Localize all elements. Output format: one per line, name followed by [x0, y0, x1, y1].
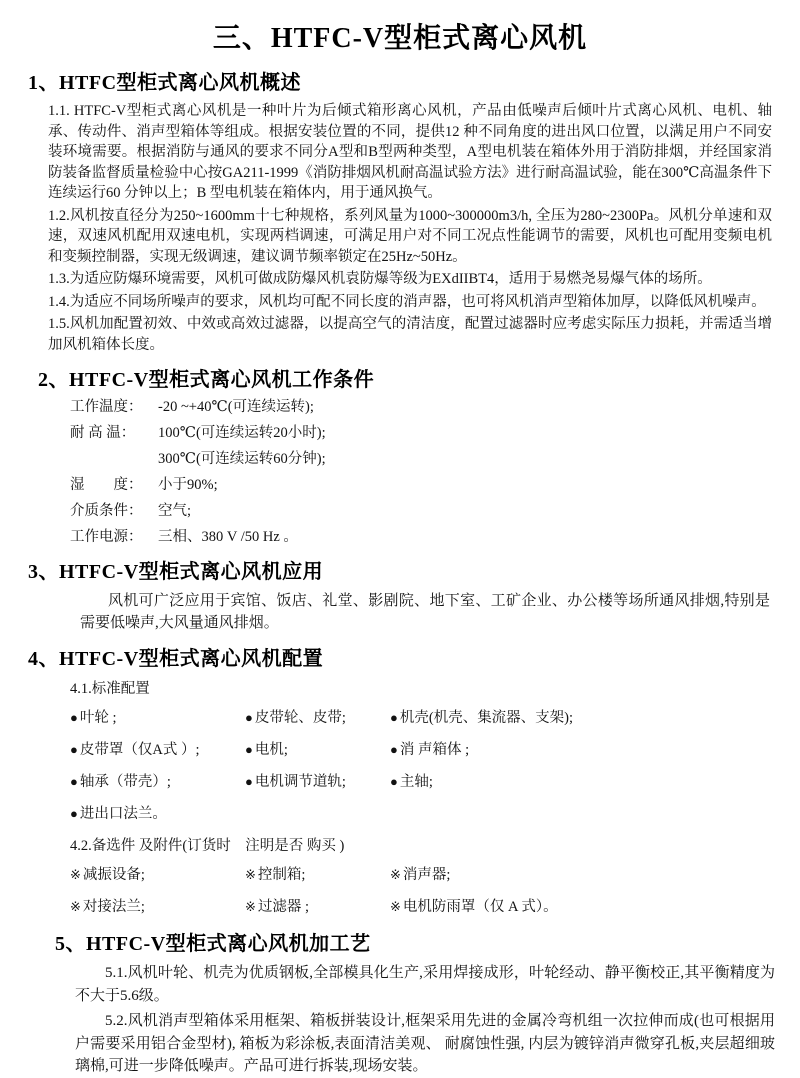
- paragraph-application: 风机可广泛应用于宾馆、饭店、礼堂、影剧院、地下室、工矿企业、办公楼等场所通风排烟,特别是需要低噪声,大风量通风排烟。: [80, 593, 770, 631]
- bullet-icon: ●: [390, 742, 398, 757]
- bullet-icon: ●: [245, 742, 253, 757]
- config-item-label: 皮带轮、皮带;: [254, 710, 346, 726]
- config-item: [70, 706, 245, 727]
- config-item-label: 电机;: [254, 742, 288, 758]
- condition-row-power: [70, 528, 800, 547]
- asterisk-icon: ※: [70, 867, 81, 882]
- optional-item-label: 减振设备;: [82, 867, 145, 883]
- paragraph-1-1: 1.1. HTFC-V型柜式离心风机是一种叶片为后倾式箱形离心风机，产品由低噪声后倾叶片式离心风机、电机、轴承、传动件、消声型箱体等组成。根据安装位置的不同，提供12 种不同角度的进出风口位置，以满足用户不同安装环境需要。根据消防与通风的要求不同分A型和B型两种类型，A型电机装在箱体外用于消防排烟，并经国家消防装备监督质量检验中心按GA211-1999《消防排烟风机耐高温试验方法》进行耐高温试验，能在300℃高温条件下连续运行60 分钟以上；B 型电机装在箱体内，用于通风换气。: [48, 103, 772, 201]
- standard-config-row: [70, 802, 800, 823]
- config-item: [70, 770, 245, 791]
- config-item-label: 进出口法兰。: [79, 806, 167, 822]
- bullet-icon: ●: [70, 806, 78, 821]
- asterisk-icon: ※: [245, 867, 256, 882]
- condition-value: 空气;: [158, 503, 192, 519]
- optional-item: [390, 895, 800, 916]
- bullet-icon: ●: [390, 710, 398, 725]
- optional-item-label: 对接法兰;: [82, 899, 145, 915]
- config-item: [70, 738, 245, 759]
- working-conditions-list: [0, 398, 800, 547]
- condition-row-temperature: [70, 398, 800, 417]
- paragraph-1-3: 1.3.为适应防爆环境需要，风机可做成防爆风机袁防爆等级为EXdIIBT4，适用于易燃尧易爆气体的场所。: [48, 271, 712, 287]
- bullet-icon: ●: [70, 742, 78, 757]
- paragraph-1-4: 1.4.为适应不同场所噪声的要求，风机均可配不同长度的消声器，也可将风机消声型箱体加厚，以降低风机噪声。: [48, 293, 766, 310]
- condition-label: 介质条件：: [70, 503, 143, 519]
- config-item-label: 皮带罩（仅A式 ）;: [79, 742, 200, 758]
- condition-value: 小于90%;: [158, 477, 218, 493]
- condition-row-medium: [70, 502, 800, 521]
- section-4-heading: 4、HTFC-V型柜式离心风机配置: [28, 648, 324, 670]
- optional-item-label: 消声器;: [402, 867, 451, 883]
- standard-config-row: [70, 770, 800, 791]
- bullet-icon: ●: [245, 710, 253, 725]
- condition-value: -20 ~+40℃(可连续运转);: [158, 399, 314, 415]
- bullet-icon: ●: [390, 774, 398, 789]
- asterisk-icon: ※: [245, 899, 256, 914]
- section-3-heading: 3、HTFC-V型柜式离心风机应用: [28, 561, 324, 583]
- optional-item-label: 控制箱;: [257, 867, 306, 883]
- condition-label: 耐 高 温：: [70, 425, 136, 441]
- condition-row-humidity: [70, 476, 800, 495]
- config-item: [70, 802, 245, 823]
- config-item-label: 消 声箱体 ;: [399, 742, 470, 758]
- paragraph-1-5: 1.5.风机加配置初效、中效或高效过滤器，以提高空气的清洁度，配置过滤器时应考虑实际压力损耗，并需适当增加风机箱体长度。: [48, 316, 772, 353]
- optional-item: [245, 895, 390, 916]
- document-title: 三、HTFC-V型柜式离心风机: [212, 23, 588, 54]
- standard-config-grid: [70, 706, 800, 823]
- asterisk-icon: ※: [390, 899, 401, 914]
- condition-row-heat-resist-2: [70, 450, 800, 469]
- config-item: [245, 706, 390, 727]
- condition-value: 三相、380 V /50 Hz 。: [158, 529, 298, 545]
- condition-label: 湿 度：: [70, 477, 143, 493]
- config-item: [245, 738, 390, 759]
- config-item: [390, 770, 800, 791]
- subheading-4-1: 4.1.标准配置: [70, 681, 150, 697]
- config-item: [390, 738, 800, 759]
- config-item-label: 机壳(机壳、集流器、支架);: [399, 710, 574, 726]
- asterisk-icon: ※: [70, 899, 81, 914]
- optional-config-row: [70, 863, 800, 884]
- condition-label: 工作温度：: [70, 399, 143, 415]
- config-item: [390, 706, 800, 727]
- paragraph-5-2: 5.2.风机消声型箱体采用框架、箱板拼装设计,框架采用先进的金属冷弯机组一次拉伸而成(也可根据用户需要采用铝合金型材), 箱板为彩涂板,表面清洁美观、 耐腐蚀性强, 内层为镀锌消声微穿孔板,夹层超细玻璃棉,可进一步降低噪声。产品可进行拆装,现场安装。: [75, 1013, 775, 1074]
- condition-value: 100℃(可连续运转20小时);: [158, 425, 326, 441]
- condition-label: 工作电源：: [70, 529, 143, 545]
- bullet-icon: ●: [70, 710, 78, 725]
- optional-item: [70, 895, 245, 916]
- section-2-heading: 2、HTFC-V型柜式离心风机工作条件: [38, 369, 375, 391]
- standard-config-row: [70, 706, 800, 727]
- section-1-heading: 1、HTFC型柜式离心风机概述: [28, 72, 302, 94]
- optional-item: [245, 863, 390, 884]
- subheading-4-2: 4.2.备选件 及附件(订货时 注明是否 购买 ): [70, 838, 345, 854]
- optional-item: [70, 863, 245, 884]
- paragraph-5-1: 5.1.风机叶轮、机壳为优质钢板,全部模具化生产,采用焊接成形，叶轮经动、静平衡校正,其平衡精度为不大于5.6级。: [75, 965, 775, 1004]
- optional-item-label: 过滤器 ;: [257, 899, 310, 915]
- condition-value: 300℃(可连续运转60分钟);: [158, 451, 326, 467]
- paragraph-1-2: 1.2.风机按直径分为250~1600mm十七种规格，系列风量为1000~300000m3/h, 全压为280~2300Pa。风机分单速和双速，双速风机配用双速电机，实现两档调速，可满足用户对不同工况点性能调节的需要，风机也可配用变频电机和变频控制器，实现无级调速，建议调节频率锁定在25Hz~50Hz。: [48, 207, 772, 265]
- config-item-label: 电机调节道轨;: [254, 774, 346, 790]
- bullet-icon: ●: [245, 774, 253, 789]
- config-item-label: 轴承（带壳）;: [79, 774, 171, 790]
- condition-label: [70, 450, 158, 469]
- optional-config-grid: [70, 863, 800, 916]
- config-item: [245, 770, 390, 791]
- bullet-icon: ●: [70, 774, 78, 789]
- section-5-heading: 5、HTFC-V型柜式离心风机加工艺: [55, 933, 371, 955]
- config-item-label: 主轴;: [399, 774, 433, 790]
- condition-row-heat-resist: [70, 424, 800, 443]
- config-item-label: 叶轮 ;: [79, 710, 117, 726]
- optional-item: [390, 863, 800, 884]
- optional-item-label: 电机防雨罩（仅 A 式）。: [402, 899, 558, 915]
- optional-config-row: [70, 895, 800, 916]
- standard-config-row: [70, 738, 800, 759]
- asterisk-icon: ※: [390, 867, 401, 882]
